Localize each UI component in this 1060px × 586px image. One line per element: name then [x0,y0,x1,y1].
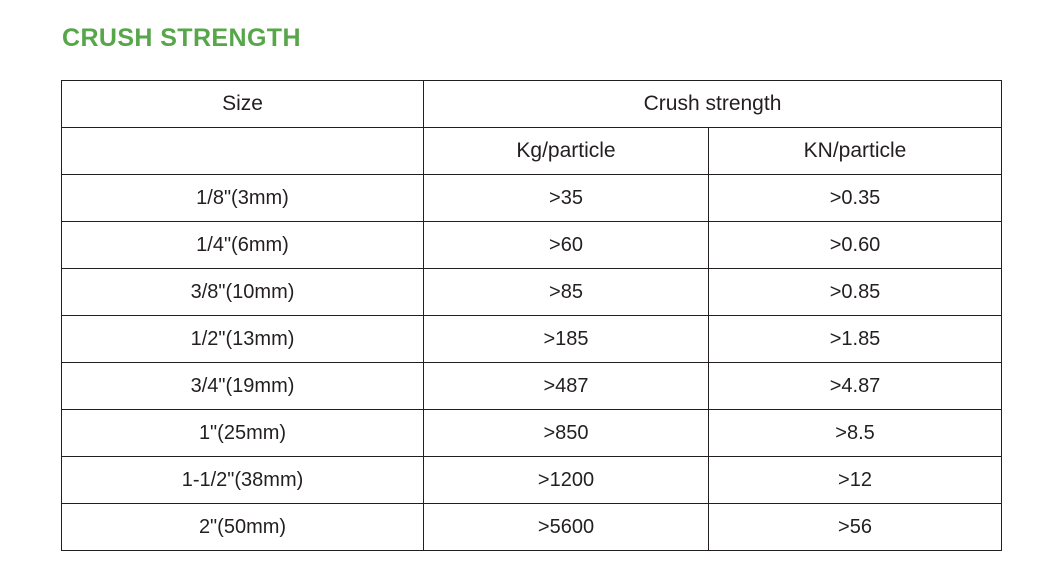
table-row [62,175,1002,222]
cell-kg: >850 [424,410,709,457]
cell-kn: >4.87 [709,363,1002,410]
cell-size: 1-1/2"(38mm) [62,457,424,504]
cell-kg: >85 [424,269,709,316]
cell-kg: >60 [424,222,709,269]
cell-size: 3/4"(19mm) [62,363,424,410]
cell-size: 1/4"(6mm) [62,222,424,269]
table-row [62,269,1002,316]
header-size: Size [62,81,424,128]
page-title: CRUSH STRENGTH [62,24,301,52]
table-row [62,410,1002,457]
table-header-row-1 [62,81,1002,128]
cell-size: 1"(25mm) [62,410,424,457]
table-row [62,222,1002,269]
cell-kg: >1200 [424,457,709,504]
cell-kg: >487 [424,363,709,410]
table-row [62,457,1002,504]
cell-kg: >5600 [424,504,709,551]
table-row [62,316,1002,363]
crush-strength-table-container [61,80,1001,551]
table-body [62,81,1002,551]
header-crush-strength: Crush strength [424,81,1002,128]
header-size-empty [62,128,424,175]
cell-kg: >185 [424,316,709,363]
table-header-row-2 [62,128,1002,175]
cell-size: 2"(50mm) [62,504,424,551]
cell-size: 3/8"(10mm) [62,269,424,316]
cell-kn: >0.85 [709,269,1002,316]
cell-kn: >56 [709,504,1002,551]
header-kn-per-particle: KN/particle [709,128,1002,175]
cell-kn: >1.85 [709,316,1002,363]
cell-kn: >0.35 [709,175,1002,222]
cell-size: 1/8"(3mm) [62,175,424,222]
cell-kn: >8.5 [709,410,1002,457]
cell-kg: >35 [424,175,709,222]
header-kg-per-particle: Kg/particle [424,128,709,175]
cell-kn: >12 [709,457,1002,504]
cell-kn: >0.60 [709,222,1002,269]
table-row [62,504,1002,551]
crush-strength-table [61,80,1002,551]
cell-size: 1/2"(13mm) [62,316,424,363]
table-row [62,363,1002,410]
